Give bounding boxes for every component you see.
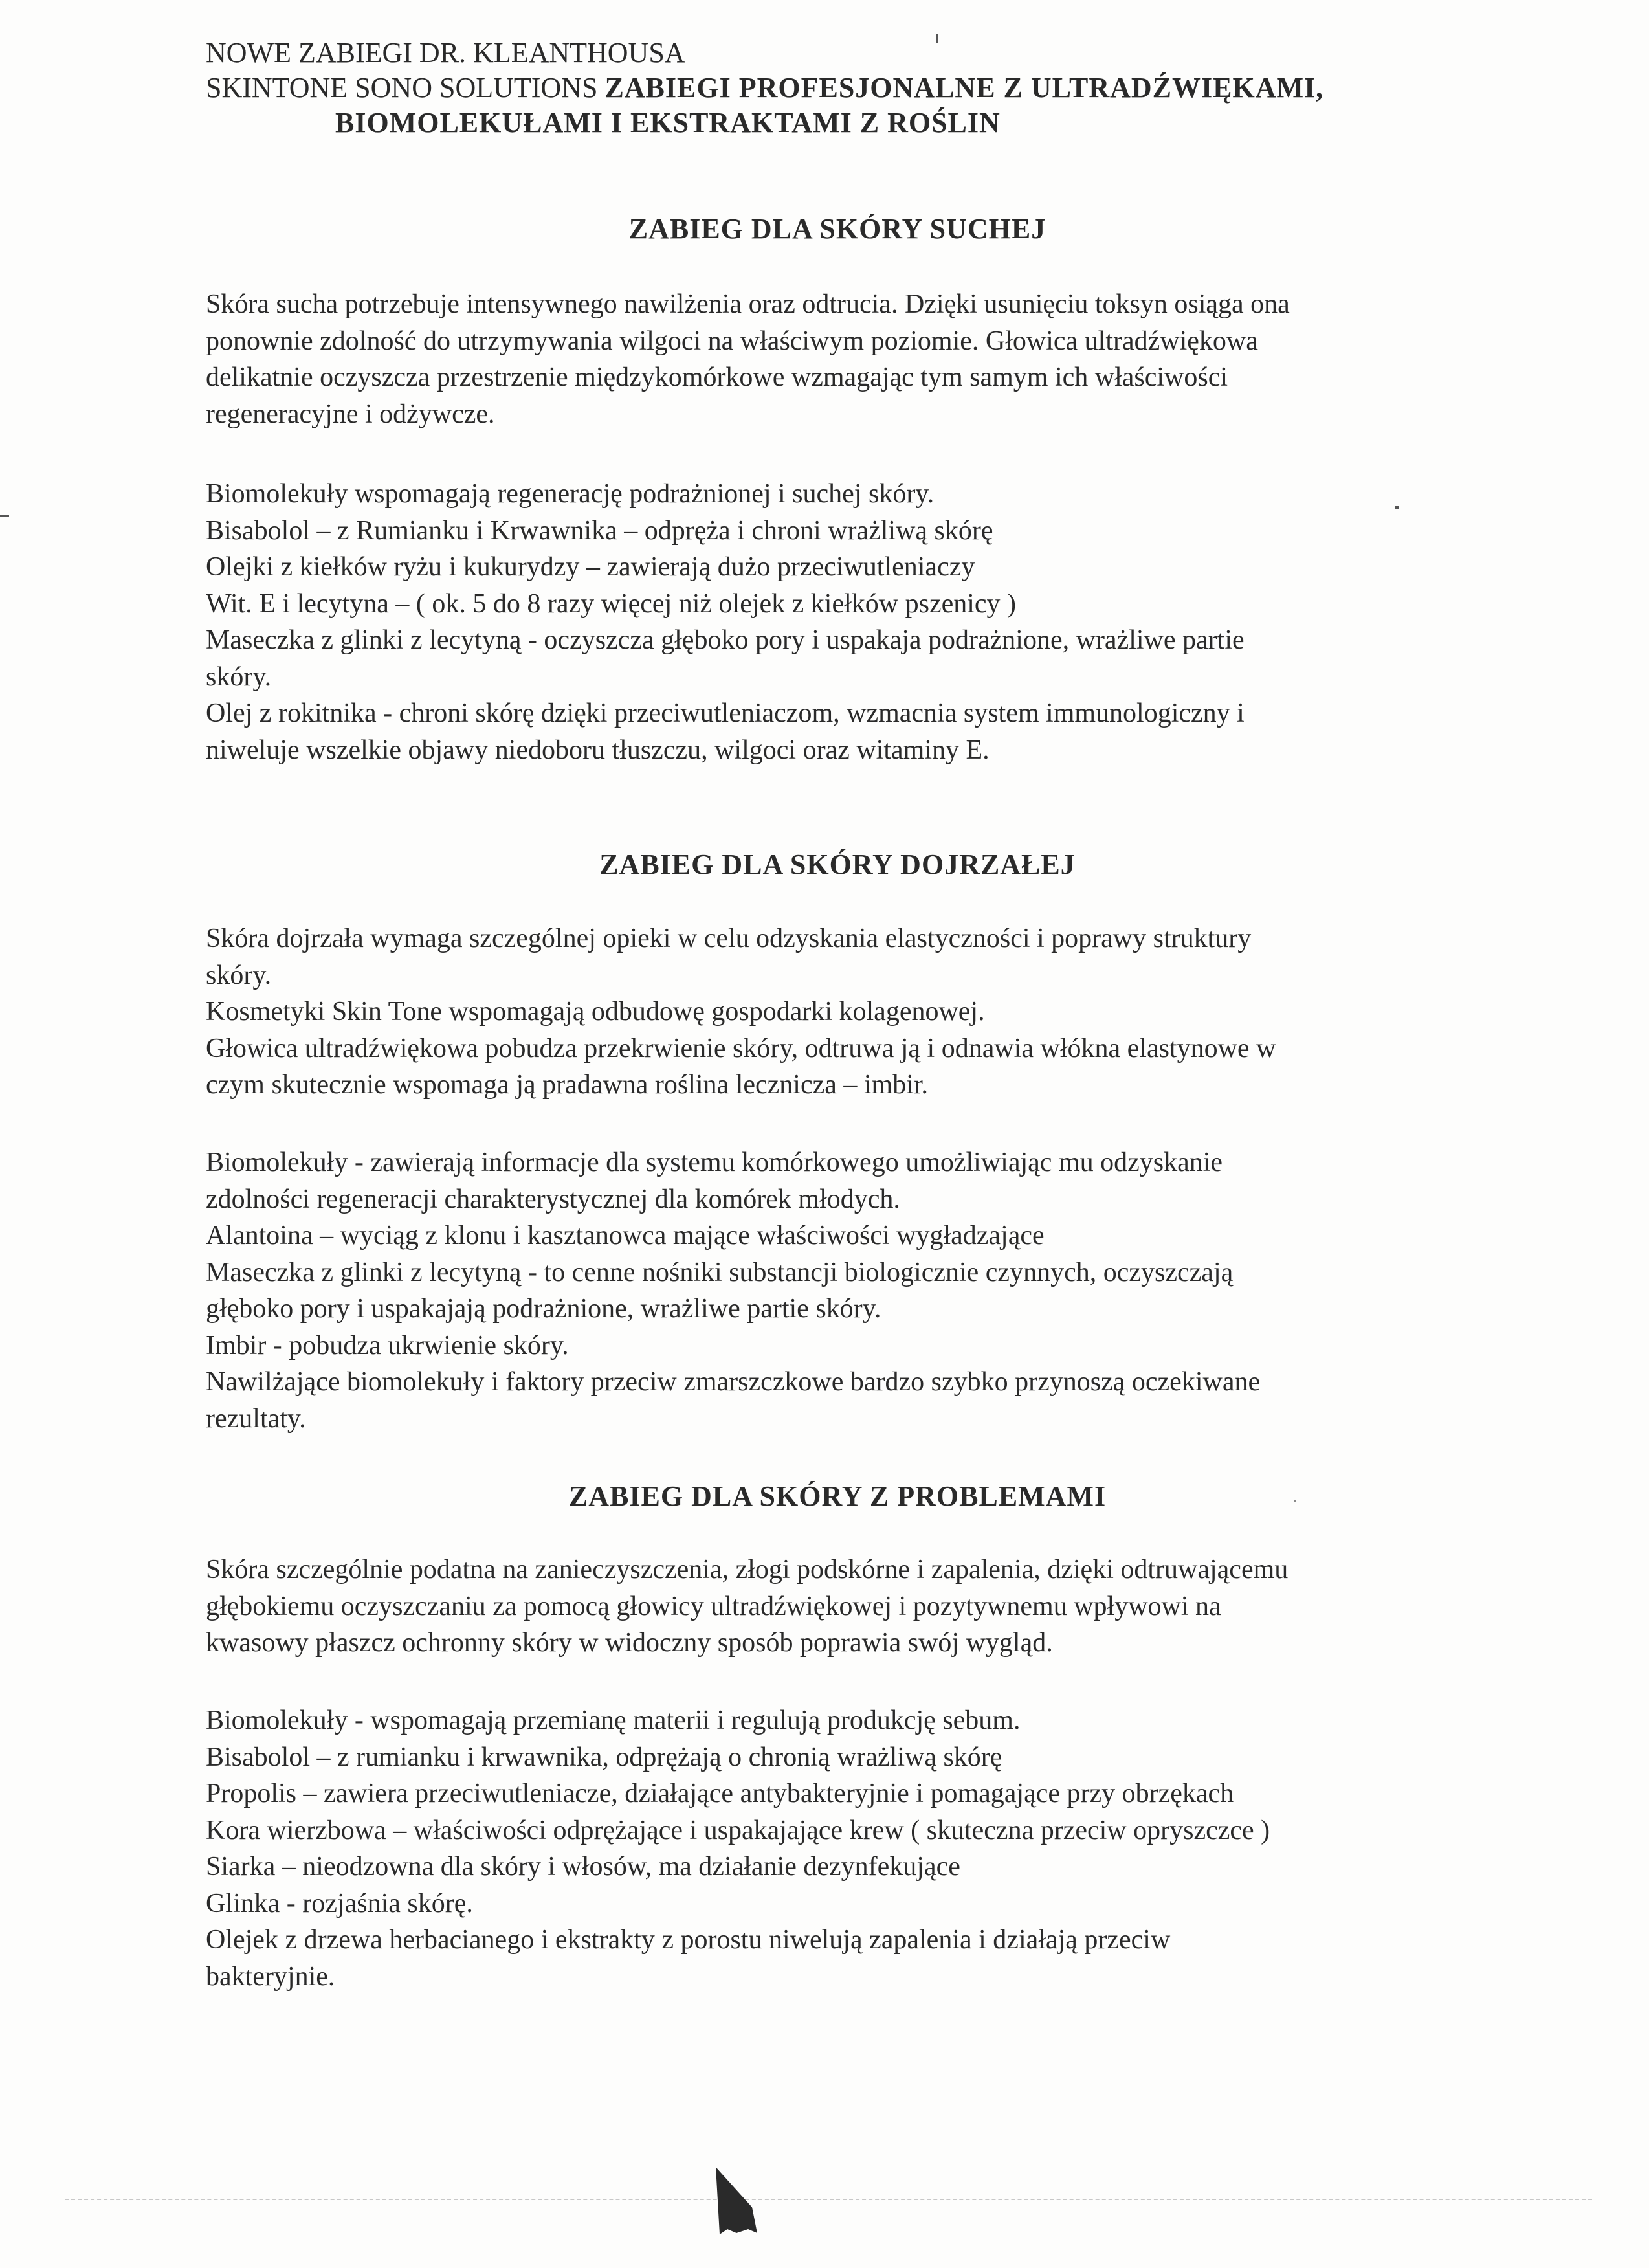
list-item: Biomolekuły - zawierają informacje dla systemu komórkowego umożliwiając mu odzyskanie: [206, 1148, 1223, 1177]
text-line: kwasowy płaszcz ochronny skóry w widoczny sposób poprawia swój wygląd.: [206, 1628, 1053, 1658]
list-item: Bisabolol – z Rumianku i Krwawnika – odpręża i chroni wrażliwą skórę: [206, 515, 993, 546]
list-item: Siarka – nieodzowna dla skóry i włosów, ma działanie dezynfekujące: [206, 1852, 960, 1882]
header-line-2: [206, 71, 1500, 106]
list-item: Olej z rokitnika - chroni skórę dzięki przeciwutleniaczom, wzmacnia system immunologiczny i: [206, 698, 1245, 728]
list-item: Alantoina – wyciąg z klonu i kasztanowca mające właściwości wygładzające: [206, 1221, 1045, 1251]
list-item: Glinka - rozjaśnia skórę.: [206, 1888, 473, 1918]
page-corner-mark: [711, 2162, 762, 2240]
list-item: bakteryjnie.: [206, 1961, 335, 1992]
list-item: Imbir - pobudza ukrwienie skóry.: [206, 1330, 569, 1361]
scan-speck: [0, 515, 9, 517]
document-header: [206, 36, 1500, 140]
text-line: głębokiemu oczyszczaniu za pomocą głowicy ultradźwiękowej i pozytywnemu wpływowi na: [206, 1591, 1221, 1621]
list-item: Propolis – zawiera przeciwutleniacze, działające antybakteryjnie i pomagające przy obrzękach: [206, 1779, 1234, 1808]
scan-speck: [1395, 506, 1399, 509]
scan-speck: [1294, 1500, 1296, 1502]
header-line-3: BIOMOLEKUŁAMI I EKSTRAKTAMI Z ROŚLIN: [335, 107, 1001, 139]
list-item: Wit. E i lecytyna – ( ok. 5 do 8 razy więcej niż olejek z kiełków pszenicy ): [206, 588, 1017, 619]
section-ingredients-problem-skin: [206, 1702, 1474, 1995]
list-item: Maseczka z glinki z lecytyną - to cenne nośniki substancji biologicznie czynnych, oczyszczają: [206, 1257, 1234, 1287]
list-item: zdolności regeneracji charakterystycznej dla komórek młodych.: [206, 1184, 900, 1214]
text-line: Skóra sucha potrzebuje intensywnego nawilżenia oraz odtrucia. Dzięki usunięciu toksyn osiąga ona: [206, 289, 1290, 319]
text-line: Skóra dojrzała wymaga szczególnej opieki w celu odzyskania elastyczności i poprawy struktury: [206, 924, 1252, 953]
section-title-mature-skin: ZABIEG DLA SKÓRY DOJRZAŁEJ: [599, 849, 1076, 880]
section-title-dry-skin: ZABIEG DLA SKÓRY SUCHEJ: [628, 213, 1046, 245]
list-item: Olejki z kiełków ryżu i kukurydzy – zawierają dużo przeciwutleniaczy: [206, 552, 975, 582]
list-item: Biomolekuły wspomagają regenerację podrażnionej i suchej skóry.: [206, 479, 935, 509]
section-ingredients-mature-skin: [206, 1144, 1474, 1437]
text-line: Kosmetyki Skin Tone wspomagają odbudowę gospodarki kolagenowej.: [206, 997, 985, 1027]
list-item: Nawilżające biomolekuły i faktory przeciw zmarszczkowe bardzo szybko przynoszą oczekiwane: [206, 1367, 1261, 1397]
list-item: rezultaty.: [206, 1403, 306, 1434]
section-intro-dry-skin: [206, 286, 1474, 432]
text-line: Głowica ultradźwiękowa pobudza przekrwienie skóry, odtruwa ją i odnawia włókna elastynowe w: [206, 1033, 1276, 1063]
text-line: skóry.: [206, 960, 272, 990]
section-intro-mature-skin: [206, 920, 1474, 1104]
text-line: ponownie zdolność do utrzymywania wilgoci na właściwym poziomie. Głowica ultradźwiękowa: [206, 326, 1258, 356]
header-brand: SKINTONE SONO SOLUTIONS: [206, 72, 605, 104]
header-line-1: NOWE ZABIEGI DR. KLEANTHOUSA: [206, 37, 685, 69]
header-title-bold: ZABIEGI PROFESJONALNE Z ULTRADŹWIĘKAMI,: [604, 72, 1324, 104]
fold-line: [65, 2199, 1592, 2200]
scan-speck: [936, 34, 938, 43]
list-item: Kora wierzbowa – właściwości odprężające i uspakajające krew ( skuteczna przeciw opryszczce ): [206, 1815, 1270, 1845]
text-line: czym skutecznie wspomaga ją pradawna roślina lecznicza – imbir.: [206, 1070, 929, 1100]
text-line: regeneracyjne i odżywcze.: [206, 399, 495, 429]
section-title-problem-skin: ZABIEG DLA SKÓRY Z PROBLEMAMI: [568, 1480, 1107, 1512]
list-item: Bisabolol – z rumianku i krwawnika, odprężają o chronią wrażliwą skórę: [206, 1742, 1002, 1772]
section-intro-problem-skin: [206, 1551, 1474, 1662]
section-ingredients-dry-skin: [206, 476, 1474, 768]
text-line: delikatnie oczyszcza przestrzenie międzykomórkowe wzmagając tym samym ich właściwości: [206, 362, 1228, 392]
text-line: Skóra szczególnie podatna na zanieczyszczenia, złogi podskórne i zapalenia, dzięki odtruwającemu: [206, 1555, 1289, 1584]
list-item: Biomolekuły - wspomagają przemianę materii i regulują produkcję sebum.: [206, 1706, 1021, 1735]
list-item: Olejek z drzewa herbacianego i ekstrakty z porostu niwelują zapalenia i działają przeciw: [206, 1925, 1171, 1955]
list-item: głęboko pory i uspakajają podrażnione, wrażliwe partie skóry.: [206, 1294, 881, 1324]
list-item: niweluje wszelkie objawy niedoboru tłuszczu, wilgoci oraz witaminy E.: [206, 735, 990, 765]
list-item: Maseczka z glinki z lecytyną - oczyszcza głęboko pory i uspakaja podrażnione, wrażliwe partie: [206, 625, 1245, 655]
list-item: skóry.: [206, 662, 272, 692]
